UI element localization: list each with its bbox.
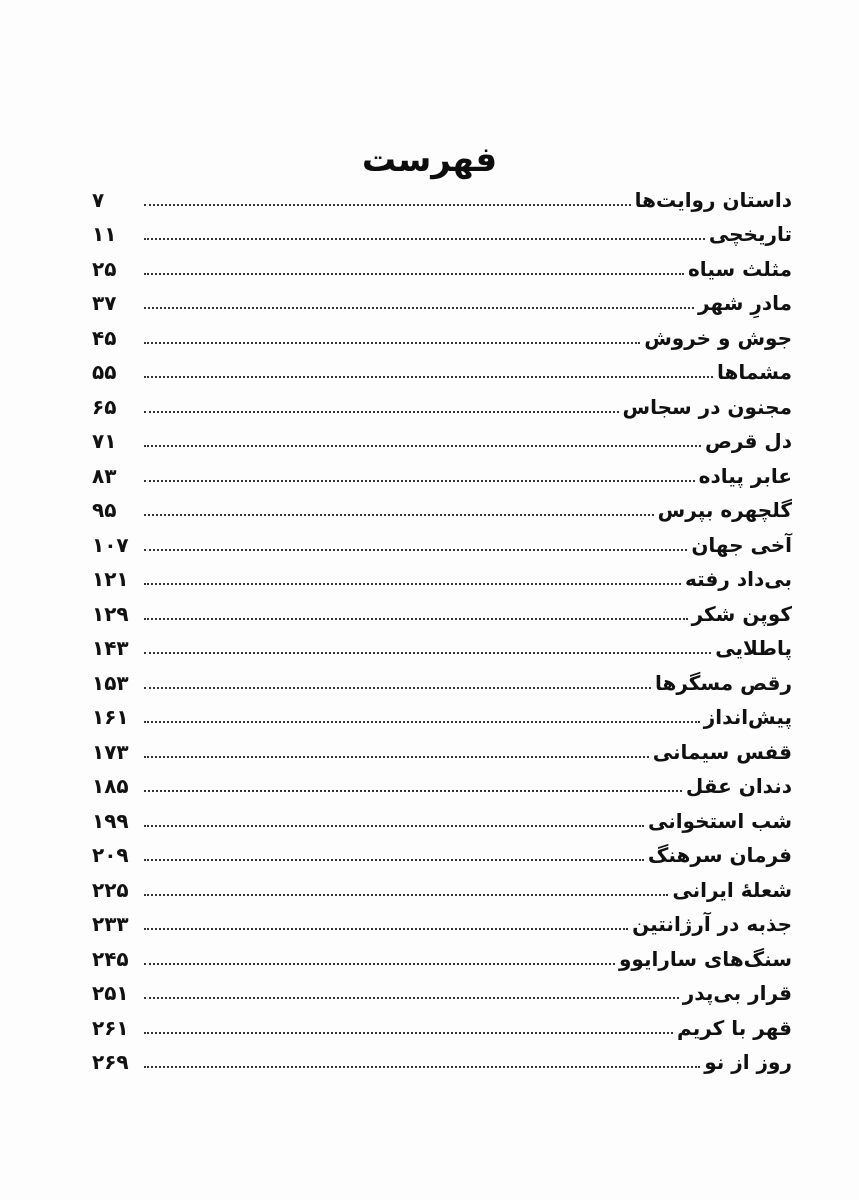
toc-entry-page-number: ۷۱: [92, 429, 117, 453]
toc-entry-page-number: ۱۲۱: [92, 567, 129, 591]
toc-entry-page-number: ۱۱: [92, 222, 117, 246]
table-of-contents: [92, 180, 792, 1077]
dot-leader: [144, 721, 700, 723]
toc-entry-page-number: ۷: [92, 187, 105, 212]
dot-leader: [144, 238, 705, 240]
toc-entry: [92, 836, 792, 871]
toc-entry-page-number: ۹۵: [92, 498, 117, 522]
toc-entry-page-number: ۸۳: [92, 463, 117, 488]
toc-entry: [92, 974, 792, 1009]
toc-entry-page-number: ۵۵: [92, 360, 117, 384]
dot-leader: [144, 411, 619, 413]
toc-entry-page-number: ۲۵: [92, 256, 117, 281]
toc-entry-title: شب استخوانی: [647, 808, 792, 833]
toc-entry-title: جوش و خروش: [644, 325, 792, 350]
toc-entry: [92, 249, 792, 284]
toc-entry: [92, 215, 792, 250]
dot-leader: [144, 307, 694, 309]
toc-entry-title: کوپن شکر: [691, 601, 792, 626]
dot-leader: [144, 445, 701, 447]
toc-entry-title: قرار بی‌پدر: [682, 981, 792, 1005]
toc-entry: [92, 594, 792, 629]
toc-entry-title: پاطلایی: [715, 636, 792, 660]
toc-entry-title: مثلث سیاه: [688, 256, 792, 281]
toc-entry: [92, 422, 792, 457]
toc-entry-page-number: ۱۹۹: [92, 808, 129, 833]
toc-entry: [92, 491, 792, 526]
toc-entry: [92, 387, 792, 422]
toc-entry: [92, 180, 792, 215]
toc-entry-page-number: ۱۰۷: [92, 532, 129, 557]
dot-leader: [144, 618, 688, 620]
dot-leader: [144, 273, 684, 275]
toc-entry: [92, 1008, 792, 1043]
toc-entry: [92, 663, 792, 698]
dot-leader: [144, 756, 649, 758]
toc-entry-page-number: ۱۴۳: [92, 636, 129, 660]
toc-entry-title: تاریخچی: [708, 222, 792, 246]
toc-entry-page-number: ۱۲۹: [92, 601, 129, 626]
toc-entry: [92, 1043, 792, 1078]
toc-entry-title: قهر با کریم: [677, 1015, 792, 1040]
dot-leader: [144, 204, 631, 206]
dot-leader: [144, 376, 713, 378]
toc-entry-title: بی‌داد رفته: [685, 567, 792, 591]
toc-entry: [92, 560, 792, 595]
toc-entry-title: گلچهره بپرس: [657, 498, 792, 522]
toc-entry-title: فرمان سرهنگ: [647, 843, 792, 867]
dot-leader: [144, 1066, 700, 1068]
dot-leader: [144, 342, 640, 344]
toc-entry-title: جذبه در آرژانتین: [632, 912, 792, 936]
toc-entry-title: شعلهٔ ایرانی: [672, 877, 792, 902]
toc-entry-page-number: ۴۵: [92, 325, 117, 350]
toc-entry-title: سنگ‌های سارایوو: [618, 946, 792, 971]
dot-leader: [144, 652, 711, 654]
toc-entry: [92, 629, 792, 664]
toc-entry: [92, 870, 792, 905]
toc-entry-page-number: ۱۵۳: [92, 670, 129, 695]
toc-entry: [92, 318, 792, 353]
toc-entry-page-number: ۳۷: [92, 291, 117, 315]
dot-leader: [144, 583, 681, 585]
dot-leader: [144, 997, 679, 999]
toc-entry: [92, 525, 792, 560]
toc-entry-page-number: ۲۳۳: [92, 912, 129, 936]
toc-entry-title: قفس سیمانی: [652, 739, 792, 764]
toc-entry-title: دندان عقل: [685, 774, 792, 798]
toc-entry-page-number: ۱۷۳: [92, 739, 129, 764]
dot-leader: [144, 514, 654, 516]
toc-entry: [92, 284, 792, 319]
toc-entry-page-number: ۲۶۹: [92, 1050, 129, 1074]
toc-entry: [92, 732, 792, 767]
toc-entry-title: دل قرص: [704, 429, 792, 453]
dot-leader: [144, 790, 682, 792]
dot-leader: [144, 1032, 673, 1034]
toc-entry-title: رقص مسگرها: [654, 670, 792, 695]
toc-entry: [92, 353, 792, 388]
toc-entry-title: مادرِ شهر: [698, 291, 792, 315]
dot-leader: [144, 928, 628, 930]
dot-leader: [144, 825, 644, 827]
toc-entry: [92, 905, 792, 940]
page-title: فهرست: [361, 140, 498, 180]
toc-entry-page-number: ۱۶۱: [92, 705, 129, 729]
toc-entry-title: داستان روایت‌ها: [634, 187, 792, 212]
toc-entry-title: عابر پیاده: [698, 463, 792, 488]
toc-entry-page-number: ۲۲۵: [92, 877, 129, 902]
toc-entry: [92, 801, 792, 836]
dot-leader: [144, 894, 668, 896]
toc-entry: [92, 939, 792, 974]
toc-entry-title: مجنون در سجاس: [622, 394, 792, 419]
dot-leader: [144, 480, 695, 482]
toc-entry-title: آخی جهان: [691, 532, 792, 557]
dot-leader: [144, 859, 644, 861]
dot-leader: [144, 963, 615, 965]
toc-entry-page-number: ۲۶۱: [92, 1015, 129, 1040]
dot-leader: [144, 549, 687, 551]
toc-entry-page-number: ۶۵: [92, 394, 117, 419]
toc-entry-title: پیش‌انداز: [703, 705, 792, 729]
toc-entry-page-number: ۲۰۹: [92, 843, 129, 867]
toc-entry-page-number: ۱۸۵: [92, 774, 129, 798]
toc-entry-title: مشماها: [716, 360, 792, 384]
toc-entry-page-number: ۲۵۱: [92, 981, 129, 1005]
dot-leader: [144, 687, 651, 689]
toc-entry: [92, 767, 792, 802]
toc-entry-title: روز از نو: [704, 1050, 792, 1074]
toc-entry-page-number: ۲۴۵: [92, 946, 129, 971]
toc-entry: [92, 456, 792, 491]
toc-entry: [92, 698, 792, 733]
